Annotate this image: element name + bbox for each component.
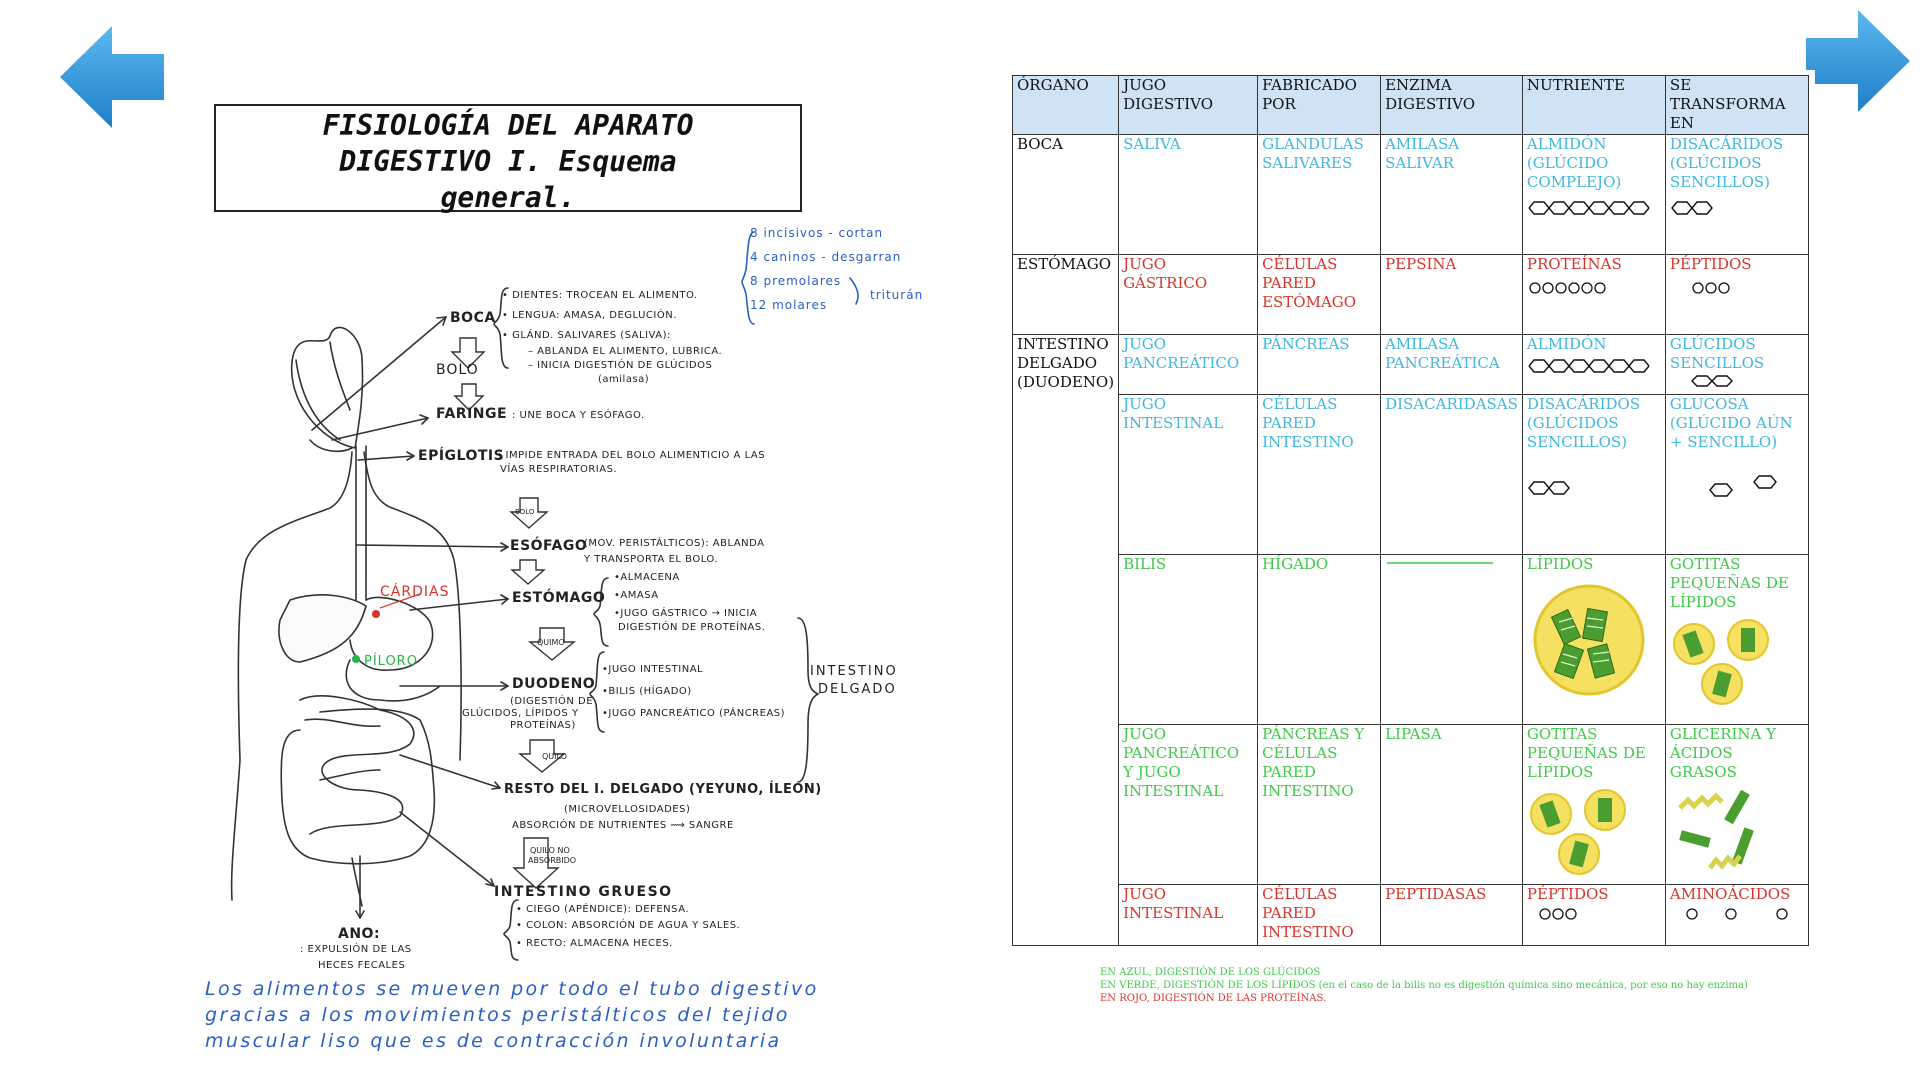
- cell-nutriente: [1522, 725, 1665, 885]
- teeth-molars-note: 12 molares: [750, 298, 828, 312]
- esofago-line1: (MOV. PERISTÁLTICOS): ABLANDA: [584, 538, 765, 549]
- grueso-recto: • RECTO: ALMACENA HECES.: [516, 938, 673, 949]
- ano-line1: : EXPULSIÓN DE LAS: [300, 944, 412, 955]
- cell-organ: ESTÓMAGO: [1013, 255, 1119, 335]
- note-line: muscular liso que es de contracción involuntaria: [205, 1030, 782, 1052]
- table-row: [1013, 335, 1809, 395]
- nutriente-text: GOTITAS PEQUEÑAS DE LÍPIDOS: [1526, 725, 1646, 781]
- ano-line2: HECES FECALES: [318, 960, 406, 971]
- boca-ablanda: – ABLANDA EL ALIMENTO, LUBRICA.: [528, 346, 723, 357]
- label-esofago: ESÓFAGO: [510, 538, 588, 554]
- no-enzyme-line: [1385, 555, 1495, 569]
- boca-glandulas: • GLÁND. SALIVARES (SALIVA):: [502, 330, 671, 341]
- digestion-table: [1012, 75, 1809, 946]
- protein-chain-icon: [1527, 280, 1617, 296]
- resto-absorcion: ABSORCIÓN DE NUTRIENTES ⟿ SANGRE: [512, 820, 734, 831]
- small-lipid-droplets-icon: [1527, 788, 1647, 878]
- glycerol-fatty-acids-icon: [1670, 788, 1790, 878]
- teeth-incisors-note: 8 incisivos - cortan: [750, 226, 884, 240]
- boca-dientes: • DIENTES: TROCEAN EL ALIMENTO.: [502, 290, 698, 301]
- label-intestino-delgado-2: DELGADO: [818, 682, 897, 697]
- note-line: Los alimentos se mueven por todo el tubo digestivo: [205, 978, 819, 1000]
- transforma-text: AMINOÁCIDOS: [1669, 885, 1791, 903]
- table-row: [1013, 725, 1809, 885]
- cell-jugo: JUGO PANCREÁTICO: [1119, 335, 1258, 395]
- title-line: FISIOLOGÍA DEL APARATO: [322, 109, 694, 142]
- table-row: [1013, 395, 1809, 555]
- small-lipid-droplets-icon: [1670, 618, 1790, 708]
- estomago-digestion: DIGESTIÓN DE PROTEÍNAS.: [618, 622, 766, 633]
- quilo-no-1: QUILO NO: [530, 846, 570, 855]
- cell-organ: BOCA: [1013, 135, 1119, 255]
- cell-enzima: AMILASA PANCREÁTICA: [1381, 335, 1523, 395]
- cell-enzima: [1381, 555, 1523, 725]
- header-organo: ÓRGANO: [1013, 76, 1119, 135]
- cell-fabricado: GLANDULAS SALIVARES: [1258, 135, 1381, 255]
- legend-green: EN VERDE, DIGESTIÓN DE LOS LÍPIDOS (en el caso de la bilis no es digestión química sino mecánica, por eso no hay enzima): [1100, 980, 1748, 991]
- cell-jugo: JUGO INTESTINAL: [1119, 395, 1258, 555]
- cell-fabricado: HÍGADO: [1258, 555, 1381, 725]
- disaccharide-icon: [1527, 478, 1587, 498]
- transforma-text: PÉPTIDOS: [1669, 255, 1752, 273]
- label-intestino-grueso: INTESTINO GRUESO: [494, 884, 673, 900]
- cell-enzima: DISACARIDASAS: [1381, 395, 1523, 555]
- nutriente-text: PROTEÍNAS: [1526, 255, 1622, 273]
- peptide-icon: [1537, 906, 1597, 922]
- cell-nutriente: [1522, 885, 1665, 946]
- note-line: gracias a los movimientos peristálticos del tejido: [205, 1004, 790, 1026]
- label-resto-delgado: RESTO DEL I. DELGADO (YEYUNO, ÍLEON): [504, 782, 822, 797]
- quilo-no-2: ABSORBIDO: [528, 856, 577, 865]
- nutriente-text: ALMIDÓN: [1526, 335, 1607, 353]
- cell-enzima: PEPSINA: [1381, 255, 1523, 335]
- legend-red: EN ROJO, DIGESTIÓN DE LAS PROTEÍNAS.: [1100, 993, 1327, 1004]
- glucose-icon: [1670, 472, 1790, 498]
- epiglotis-line1: : IMPIDE ENTRADA DEL BOLO ALIMENTICIO A LAS: [498, 450, 766, 461]
- table-row: [1013, 555, 1809, 725]
- label-epiglotis: EPÍGLOTIS: [418, 448, 505, 464]
- cell-transforma: [1665, 335, 1808, 395]
- esofago-line2: Y TRANSPORTA EL BOLO.: [584, 554, 719, 565]
- resto-micro: (MICROVELLOSIDADES): [564, 804, 691, 815]
- label-faringe: FARINGE: [436, 406, 508, 422]
- peristalsis-note: [205, 976, 819, 1054]
- table-row: [1013, 255, 1809, 335]
- label-boca: BOCA: [450, 310, 496, 326]
- disaccharide-icon: [1670, 198, 1730, 218]
- legend-blue: EN AZUL, DIGESTIÓN DE LOS GLÚCIDOS: [1100, 967, 1321, 978]
- duodeno-jugo-intestinal: •JUGO INTESTINAL: [602, 664, 704, 675]
- grueso-colon: • COLON: ABSORCIÓN DE AGUA Y SALES.: [516, 920, 741, 931]
- estomago-jugo: •JUGO GÁSTRICO → INICIA: [614, 608, 758, 619]
- cell-enzima: AMILASA SALIVAR: [1381, 135, 1523, 255]
- table-row: [1013, 135, 1809, 255]
- label-ano: ANO:: [338, 926, 381, 942]
- faringe-text: : UNE BOCA Y ESÓFAGO.: [512, 410, 645, 421]
- cell-transforma: [1665, 725, 1808, 885]
- teeth-triturate-note: triturán: [870, 288, 924, 302]
- cell-fabricado: CÉLULAS PARED INTESTINO: [1258, 885, 1381, 946]
- header-enzima: ENZIMA DIGESTIVO: [1381, 76, 1523, 135]
- polysaccharide-chain-icon: [1527, 198, 1659, 218]
- label-cardias: CÁRDIAS: [380, 584, 450, 600]
- cell-jugo: JUGO GÁSTRICO: [1119, 255, 1258, 335]
- cell-nutriente: [1522, 335, 1665, 395]
- quilo-arrow-label: QUILO: [542, 752, 567, 761]
- cell-transforma: [1665, 255, 1808, 335]
- cell-organ-intestino: INTESTINO DELGADO (DUODENO): [1013, 335, 1119, 946]
- cell-nutriente: [1522, 135, 1665, 255]
- cell-jugo: JUGO INTESTINAL: [1119, 885, 1258, 946]
- cell-transforma: [1665, 555, 1808, 725]
- label-piloro: PÍLORO: [364, 654, 418, 669]
- boca-inicia: – INICIA DIGESTIÓN DE GLÚCIDOS: [528, 360, 713, 371]
- epiglotis-line2: VÍAS RESPIRATORIAS.: [500, 464, 618, 475]
- grueso-ciego: • CIEGO (APÉNDICE): DEFENSA.: [516, 904, 690, 915]
- duodeno-jugo-pancreatico: •JUGO PANCREÁTICO (PÁNCREAS): [602, 708, 786, 719]
- table-row: [1013, 885, 1809, 946]
- lipid-droplet-icon: [1529, 580, 1649, 700]
- simple-sugar-icon: [1690, 373, 1750, 389]
- duodeno-bilis: •BILIS (HÍGADO): [602, 686, 692, 697]
- quimo-arrow-label: QUIMO: [537, 638, 565, 647]
- cell-fabricado: CÉLULAS PARED INTESTINO: [1258, 395, 1381, 555]
- nutriente-text: LÍPIDOS: [1526, 555, 1594, 573]
- duodeno-sub3: PROTEÍNAS): [510, 720, 576, 731]
- transforma-text: GOTITAS PEQUEÑAS DE LÍPIDOS: [1669, 555, 1789, 611]
- boca-lengua: • LENGUA: AMASA, DEGLUCIÓN.: [502, 310, 677, 321]
- cell-enzima: PEPTIDASAS: [1381, 885, 1523, 946]
- cell-fabricado: PÁNCREAS Y CÉLULAS PARED INTESTINO: [1258, 725, 1381, 885]
- cell-transforma: [1665, 135, 1808, 255]
- transforma-text: GLUCOSA (GLÚCIDO AÚN + SENCILLO): [1669, 395, 1793, 451]
- cell-fabricado: PÁNCREAS: [1258, 335, 1381, 395]
- starch-chain-icon: [1527, 356, 1659, 376]
- digestion-table-sheet: [997, 70, 1815, 1010]
- peptide-icon: [1690, 280, 1750, 296]
- cell-fabricado: CÉLULAS PARED ESTÓMAGO: [1258, 255, 1381, 335]
- next-arrow-icon[interactable]: [1800, 6, 1910, 116]
- nutriente-text: PÉPTIDOS: [1526, 885, 1609, 903]
- nutriente-text: ALMIDÓN (GLÚCIDO COMPLEJO): [1526, 135, 1622, 191]
- header-fabricado: FABRICADO POR: [1258, 76, 1381, 135]
- table-header-row: [1013, 76, 1809, 135]
- estomago-amasa: •AMASA: [614, 590, 659, 601]
- teeth-premolars-note: 8 premolares: [750, 274, 842, 288]
- nutriente-text: DISACÁRIDOS (GLÚCIDOS SENCILLOS): [1526, 395, 1641, 451]
- label-intestino-delgado-1: INTESTINO: [810, 664, 898, 679]
- duodeno-sub2: GLÚCIDOS, LÍPIDOS Y: [462, 708, 579, 719]
- transforma-text: DISACÁRIDOS (GLÚCIDOS SENCILLOS): [1669, 135, 1784, 191]
- cell-transforma: [1665, 395, 1808, 555]
- cell-jugo: SALIVA: [1119, 135, 1258, 255]
- label-bolo: BOLO: [436, 362, 479, 378]
- cell-jugo: BILIS: [1119, 555, 1258, 725]
- title-line: DIGESTIVO I. Esquema: [339, 145, 677, 178]
- label-estomago: ESTÓMAGO: [512, 590, 606, 606]
- cell-nutriente: [1522, 555, 1665, 725]
- transforma-text: GLICERINA Y ÁCIDOS GRASOS: [1669, 725, 1777, 781]
- transforma-text: GLÚCIDOS SENCILLOS: [1669, 335, 1765, 372]
- cell-nutriente: [1522, 395, 1665, 555]
- label-duodeno: DUODENO: [512, 676, 596, 692]
- teeth-canines-note: 4 caninos - desgarran: [750, 250, 902, 264]
- cell-transforma: [1665, 885, 1808, 946]
- header-transforma: SE TRANSFORMA EN: [1665, 76, 1808, 135]
- header-jugo: JUGO DIGESTIVO: [1119, 76, 1258, 135]
- cell-jugo: JUGO PANCREÁTICO Y JUGO INTESTINAL: [1119, 725, 1258, 885]
- estomago-almacena: •ALMACENA: [614, 572, 680, 583]
- title-line: general.: [440, 181, 576, 214]
- bolo-arrow-label: BOLO: [515, 508, 535, 516]
- cell-nutriente: [1522, 255, 1665, 335]
- header-nutriente: NUTRIENTE: [1522, 76, 1665, 135]
- boca-amilasa: (amilasa): [598, 374, 650, 385]
- duodeno-sub1: (DIGESTIÓN DE: [510, 696, 594, 707]
- cell-enzima: LIPASA: [1381, 725, 1523, 885]
- amino-acids-icon: [1684, 906, 1804, 922]
